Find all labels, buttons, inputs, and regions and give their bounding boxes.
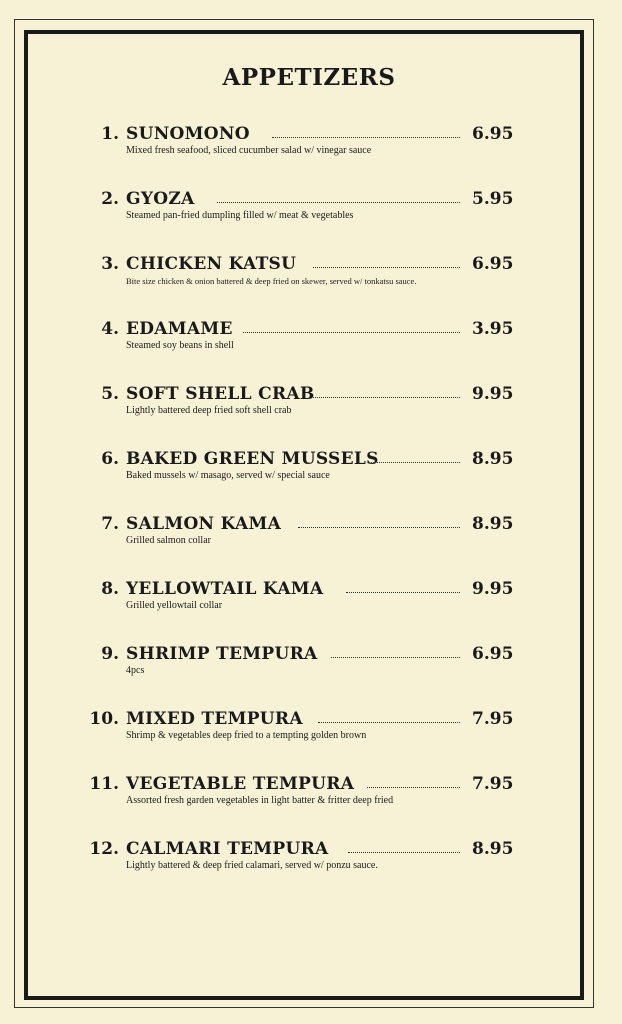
dotted-leader	[243, 332, 460, 333]
menu-item-baked-green-mussels	[0, 447, 622, 495]
item-description: Mixed fresh seafood, sliced cucumber salad w/ vinegar sauce	[126, 145, 372, 156]
item-description: Lightly battered & deep fried calamari, served w/ ponzu sauce.	[126, 860, 378, 871]
item-number: 1.	[101, 124, 119, 144]
item-description: Shrimp & vegetables deep fried to a tempting golden brown	[126, 730, 367, 741]
item-price: 9.95	[472, 384, 514, 404]
dotted-leader	[348, 852, 460, 853]
item-number: 3.	[101, 254, 119, 274]
menu-item-yellowtail-kama	[0, 577, 622, 625]
menu-item-salmon-kama	[0, 512, 622, 560]
item-name: CHICKEN KATSU	[126, 254, 297, 274]
dotted-leader	[331, 657, 460, 658]
item-description: Lightly battered deep fried soft shell crab	[126, 405, 292, 416]
item-price: 8.95	[472, 839, 514, 859]
item-description: 4pcs	[126, 665, 145, 676]
item-number: 11.	[89, 774, 119, 794]
dotted-leader	[367, 787, 460, 788]
item-number: 9.	[101, 644, 119, 664]
item-number: 8.	[101, 579, 119, 599]
item-price: 3.95	[472, 319, 514, 339]
menu-item-shrimp-tempura	[0, 642, 622, 690]
item-price: 7.95	[472, 774, 514, 794]
dotted-leader	[272, 137, 460, 138]
menu-item-sunomono	[0, 122, 622, 170]
menu-item-vegetable-tempura	[0, 772, 622, 820]
item-number: 4.	[101, 319, 119, 339]
item-name: BAKED GREEN MUSSELS	[126, 449, 379, 469]
item-description: Steamed soy beans in shell	[126, 340, 234, 351]
item-number: 5.	[101, 384, 119, 404]
menu-item-calmari-tempura	[0, 837, 622, 885]
item-description: Steamed pan-fried dumpling filled w/ meat & vegetables	[126, 210, 354, 221]
item-price: 9.95	[472, 579, 514, 599]
dotted-leader	[313, 397, 460, 398]
menu-item-chicken-katsu	[0, 252, 622, 300]
item-description: Bite size chicken & onion battered & deep fried on skewer, served w/ tonkatsu sauce.	[126, 276, 417, 286]
dotted-leader	[313, 267, 460, 268]
item-number: 7.	[101, 514, 119, 534]
item-name: GYOZA	[126, 189, 195, 209]
item-number: 2.	[101, 189, 119, 209]
item-description: Grilled salmon collar	[126, 535, 211, 546]
item-price: 5.95	[472, 189, 514, 209]
item-name: SHRIMP TEMPURA	[126, 644, 318, 664]
dotted-leader	[298, 527, 460, 528]
item-description: Grilled yellowtail collar	[126, 600, 223, 611]
dotted-leader	[318, 722, 460, 723]
menu-item-gyoza	[0, 187, 622, 235]
item-price: 6.95	[472, 254, 514, 274]
item-description: Baked mussels w/ masago, served w/ special sauce	[126, 470, 330, 481]
menu-item-mixed-tempura	[0, 707, 622, 755]
item-name: EDAMAME	[126, 319, 233, 339]
item-price: 6.95	[472, 124, 514, 144]
dotted-leader	[346, 592, 460, 593]
menu-item-soft-shell-crab	[0, 382, 622, 430]
item-price: 7.95	[472, 709, 514, 729]
item-name: VEGETABLE TEMPURA	[126, 774, 355, 794]
item-description: Assorted fresh garden vegetables in light batter & fritter deep fried	[126, 795, 394, 806]
item-name: CALMARI TEMPURA	[126, 839, 329, 859]
item-number: 6.	[101, 449, 119, 469]
item-name: SOFT SHELL CRAB	[126, 384, 315, 404]
page-title: APPETIZERS	[222, 64, 396, 91]
item-price: 6.95	[472, 644, 514, 664]
item-name: MIXED TEMPURA	[126, 709, 303, 729]
item-name: SUNOMONO	[126, 124, 250, 144]
item-number: 10.	[89, 709, 119, 729]
dotted-leader	[217, 202, 460, 203]
item-name: YELLOWTAIL KAMA	[126, 579, 324, 599]
menu-item-edamame	[0, 317, 622, 365]
item-name: SALMON KAMA	[126, 514, 282, 534]
item-price: 8.95	[472, 514, 514, 534]
item-price: 8.95	[472, 449, 514, 469]
dotted-leader	[371, 462, 460, 463]
item-number: 12.	[89, 839, 119, 859]
